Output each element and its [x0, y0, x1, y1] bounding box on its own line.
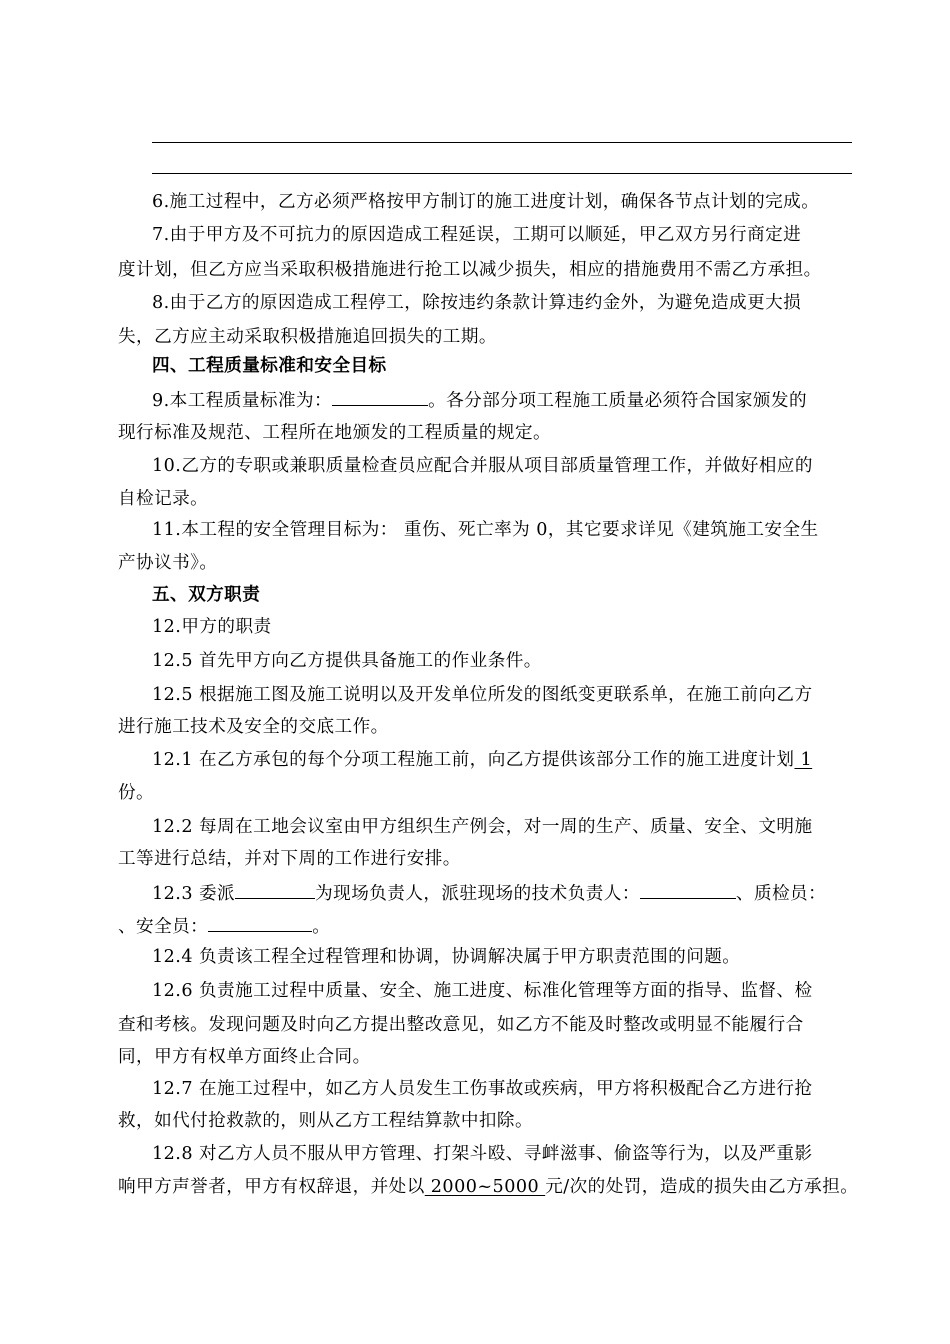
- section-heading-5: 五、双方职责: [152, 584, 261, 605]
- safety-officer-blank: [208, 912, 312, 932]
- clause-12-3-line-1: [152, 879, 878, 907]
- clause-8-line-2: 失，乙方应主动采取积极措施追回损失的工期。: [118, 327, 497, 347]
- site-manager-blank: [235, 879, 315, 899]
- clause-7-line-1: 7.由于甲方及不可抗力的原因造成工程延误，工期可以顺延，甲乙双方另行商定进: [152, 225, 802, 245]
- clause-12-6-line-1: 12.6 负责施工过程中质量、安全、施工进度、标准化管理等方面的指导、监督、检: [152, 981, 813, 1001]
- clause-12-2-line-2: 工等进行总结，并对下周的工作进行安排。: [118, 849, 461, 869]
- clause-12-4: 12.4 负责该工程全过程管理和协调，协调解决属于甲方职责范围的问题。: [152, 947, 741, 967]
- clause-11-line-2: 产协议书》。: [118, 553, 218, 573]
- quality-standard-blank: [332, 386, 428, 406]
- clause-9-line-1: [152, 386, 878, 414]
- clause-11-line-1: 11.本工程的安全管理目标为： 重伤、死亡率为 0，其它要求详见《建筑施工安全生: [152, 520, 819, 540]
- clause-12-3-suffix: 、质检员：: [735, 884, 827, 904]
- clause-12-8-line-1: 12.8 对乙方人员不服从甲方管理、打架斗殴、寻衅滋事、偷盗等行为，以及严重影: [152, 1144, 813, 1164]
- clause-12-3-safety-label: 、安全员：: [118, 917, 209, 937]
- section-heading-4: 四、工程质量标准和安全目标: [152, 355, 387, 376]
- clause-12-6-line-2: 查和考核。发现问题及时向乙方提出整改意见，如乙方不能及时整改或明显不能履行合: [118, 1015, 804, 1035]
- clause-12-5-second-line-1: 12.5 根据施工图及施工说明以及开发单位所发的图纸变更联系单，在施工前向乙方: [152, 685, 813, 705]
- clause-12-1-text: 12.1 在乙方承包的每个分项工程施工前，向乙方提供该部分工作的施工进度计划: [152, 750, 795, 770]
- clause-10-line-2: 自检记录。: [118, 489, 209, 509]
- clause-12-3-end: 。: [312, 917, 331, 937]
- clause-12-5-first: 12.5 首先甲方向乙方提供具备施工的作业条件。: [152, 651, 542, 671]
- clause-12-1-line-2: 份。: [118, 783, 155, 803]
- clause-12-6-line-3: 同，甲方有权单方面终止合同。: [118, 1047, 371, 1067]
- clause-12-7-line-1: 12.7 在施工过程中，如乙方人员发生工伤事故或疾病，甲方将积极配合乙方进行抢: [152, 1079, 813, 1099]
- clause-12-2-line-1: 12.2 每周在工地会议室由甲方组织生产例会，对一周的生产、质量、安全、文明施: [152, 817, 813, 837]
- clause-6: 6.施工过程中，乙方必须严格按甲方制订的施工进度计划，确保各节点计划的完成。: [152, 192, 820, 212]
- blank-rule-line-2: [152, 173, 852, 174]
- clause-7-line-2: 度计划，但乙方应当采取积极措施进行抢工以减少损失，相应的措施费用不需乙方承担。: [118, 260, 822, 280]
- clause-12-8-prefix: 响甲方声誉者，甲方有权辞退，并处以: [118, 1177, 425, 1197]
- clause-12-8-line-2: [118, 1174, 878, 1200]
- clause-10-line-1: 10.乙方的专职或兼职质量检查员应配合并服从项目部质量管理工作，并做好相应的: [152, 456, 813, 476]
- clause-12-3-prefix: 12.3 委派: [152, 884, 236, 904]
- blank-rule-line-1: [152, 142, 852, 143]
- clause-12-3-line-2: [118, 912, 878, 940]
- clause-12-3-middle: 为现场负责人，派驻现场的技术负责人：: [315, 884, 640, 904]
- clause-12-5-second-line-2: 进行施工技术及安全的交底工作。: [118, 717, 389, 737]
- schedule-copies-number: 1: [794, 750, 813, 770]
- technical-lead-blank: [640, 879, 736, 899]
- clause-8-line-1: 8.由于乙方的原因造成工程停工，除按违约条款计算违约金外，为避免造成更大损: [152, 293, 802, 313]
- clause-12-7-line-2: 救，如代付抢救款的，则从乙方工程结算款中扣除。: [118, 1111, 534, 1131]
- clause-12-8-suffix: 元/次的处罚，造成的损失由乙方承担。: [545, 1177, 859, 1197]
- clause-9-suffix: 。各分部分项工程施工质量必须符合国家颁发的: [428, 391, 808, 411]
- clause-9-prefix: 9.本工程质量标准为：: [152, 391, 333, 411]
- clause-12-title: 12.甲方的职责: [152, 617, 272, 637]
- clause-9-line-2: 现行标准及规范、工程所在地颁发的工程质量的规定。: [118, 423, 552, 443]
- clause-12-1-line-1: [152, 747, 878, 773]
- penalty-amount: 2000~5000: [424, 1177, 546, 1197]
